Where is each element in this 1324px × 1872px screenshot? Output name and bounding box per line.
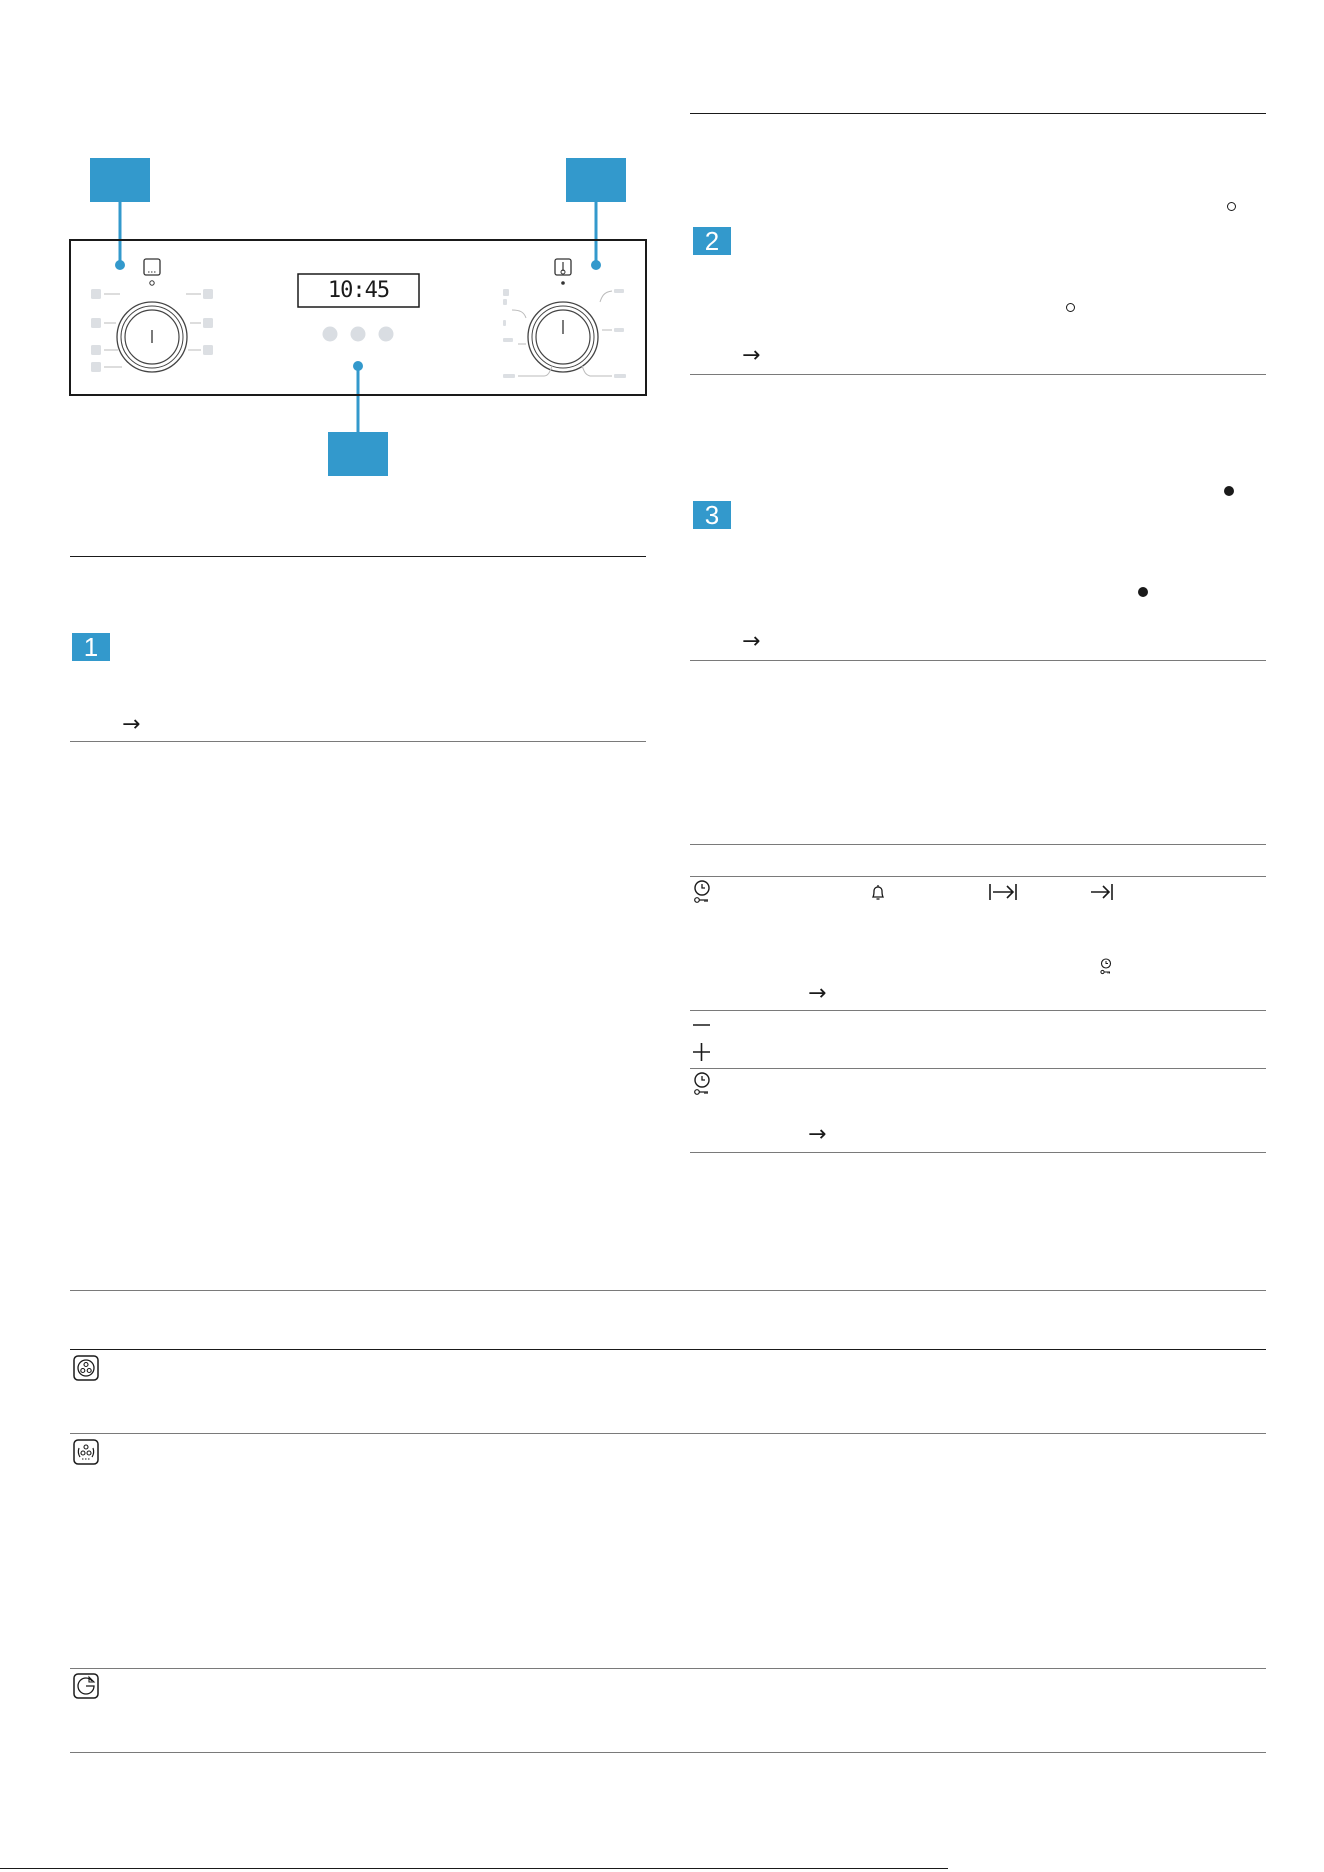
bottom-table-rule-top [70, 1290, 1266, 1291]
on-indicator-dot-icon [1224, 486, 1234, 496]
section-rule-right-top [690, 113, 1266, 114]
arrow-right-icon: → [742, 343, 761, 368]
clock-key-icon [692, 880, 714, 906]
step-badge-1: 1 [72, 633, 110, 661]
arrow-right-icon: → [122, 712, 141, 737]
table-rule-header-top [690, 844, 1266, 845]
bell-icon [869, 884, 887, 902]
on-indicator-dot-icon [1138, 587, 1148, 597]
plus-icon [692, 1042, 712, 1062]
clock-key-icon [1099, 958, 1113, 976]
section-rule-left-top [70, 556, 646, 557]
pizza-setting-icon [73, 1673, 99, 1699]
oven-control-panel-illustration [0, 0, 1324, 500]
table-rule-header-bottom [690, 876, 1266, 877]
section-rule-right-2 [690, 374, 1266, 375]
bottom-table-rule-header [70, 1349, 1266, 1350]
3d-hot-air-icon [73, 1355, 99, 1381]
off-indicator-ring-icon [1227, 202, 1236, 211]
minus-icon [692, 1020, 712, 1030]
duration-icon [988, 882, 1018, 902]
arrow-right-icon: → [742, 629, 761, 654]
hot-air-eco-icon [73, 1439, 99, 1465]
display-time-readout: 10:45 [327, 278, 390, 303]
arrow-right-icon: → [808, 1122, 827, 1147]
arrow-right-icon: → [808, 981, 827, 1006]
section-rule-left-bottom [70, 741, 646, 742]
step-badge-3: 3 [693, 501, 731, 529]
temperature-selector-knob [503, 259, 626, 378]
bottom-table-rule-row-1 [70, 1433, 1266, 1434]
bottom-table-rule-bottom [70, 1752, 1266, 1753]
function-selector-knob [91, 259, 213, 372]
end-time-icon [1089, 882, 1115, 902]
section-rule-right-3 [690, 660, 1266, 661]
clock-key-icon [692, 1072, 714, 1098]
step-badge-2: 2 [693, 227, 731, 255]
table-rule-row-2 [690, 1068, 1266, 1069]
page-footer-rule [0, 1868, 948, 1869]
table-rule-row-3 [690, 1152, 1266, 1153]
off-indicator-ring-icon [1066, 303, 1075, 312]
bottom-table-rule-row-2 [70, 1668, 1266, 1669]
table-rule-row-1 [690, 1010, 1266, 1011]
